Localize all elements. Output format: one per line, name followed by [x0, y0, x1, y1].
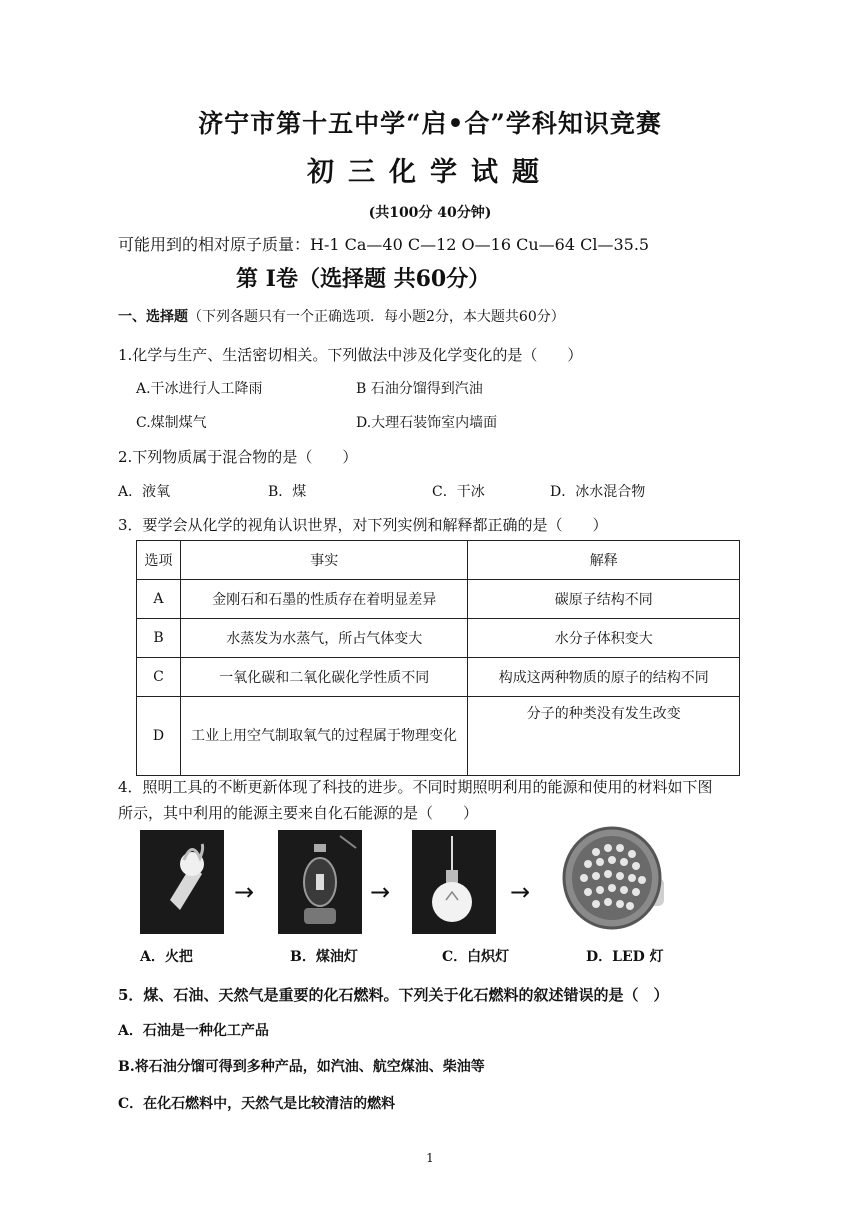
header-cell: 选项 — [137, 541, 181, 580]
table-cell: 水分子体积变大 — [468, 619, 740, 658]
arrow-1: → — [234, 878, 255, 906]
table-header-row — [137, 541, 740, 580]
q4-caption-d: D．LED 灯 — [586, 949, 664, 965]
q1-option-b: B 石油分馏得到汽油 — [356, 381, 483, 397]
arrow-2: → — [370, 878, 391, 906]
q3-stem: 3．要学会从化学的视角认识世界，对下列实例和解释都正确的是（ ） — [118, 516, 608, 534]
arrow-3: → — [510, 878, 531, 906]
q2-option-c: C．干冰 — [432, 484, 485, 500]
q4-stem-line2: 所示，其中利用的能源主要来自化石能源的是（ ） — [118, 804, 479, 822]
q1-stem: 1.化学与生产、生活密切相关。下列做法中涉及化学变化的是（ ） — [118, 346, 583, 364]
table-cell: 构成这两种物质的原子的结构不同 — [468, 658, 740, 697]
incandescent-bulb-image — [412, 830, 496, 934]
q5-option-a: A．石油是一种化工产品 — [118, 1023, 269, 1039]
q5-option-b: B.将石油分馏可得到多种产品，如汽油、航空煤油、柴油等 — [118, 1059, 485, 1075]
header-cell: 事实 — [180, 541, 468, 580]
exam-meta: (共100分 40分钟) — [368, 205, 492, 221]
table-row — [137, 697, 740, 776]
q5-option-c: C．在化石燃料中，天然气是比较清洁的燃料 — [118, 1096, 396, 1112]
q4-caption-b: B．煤油灯 — [290, 949, 358, 965]
torch-image — [140, 830, 224, 934]
table-cell: 金刚石和石墨的性质存在着明显差异 — [180, 580, 468, 619]
table-cell: 碳原子结构不同 — [468, 580, 740, 619]
section-heading — [118, 306, 565, 326]
section-label: 一、选择题 — [118, 309, 188, 325]
page-number: 1 — [426, 1151, 434, 1165]
q1-option-a: A.干冰进行人工降雨 — [136, 381, 263, 397]
q2-option-b: B．煤 — [268, 484, 307, 500]
table-cell: B — [137, 619, 181, 658]
q4-caption-c: C．白炽灯 — [442, 949, 510, 965]
volume-title: 第 I卷（选择题 共60分） — [236, 266, 491, 292]
q2-stem: 2.下列物质属于混合物的是（ ） — [118, 448, 358, 466]
led-lamp-image — [556, 822, 674, 936]
table-cell: 一氧化碳和二氧化碳化学性质不同 — [180, 658, 468, 697]
header-cell: 解释 — [468, 541, 740, 580]
table-row — [137, 619, 740, 658]
q2-option-d: D．冰水混合物 — [550, 484, 646, 500]
table-row — [137, 580, 740, 619]
table-cell: A — [137, 580, 181, 619]
table-cell: 分子的种类没有发生改变 — [468, 697, 740, 776]
kerosene-lamp-image — [278, 830, 362, 934]
q2-option-a: A．液氧 — [118, 484, 171, 500]
atomic-masses: 可能用到的相对原子质量：H-1 Ca—40 C—12 O—16 Cu—64 Cl—35.5 — [118, 235, 650, 254]
exam-title: 初三化学试题 — [307, 157, 553, 188]
table-cell: 水蒸发为水蒸气，所占气体变大 — [180, 619, 468, 658]
section-note: （下列各题只有一个正确选项．每小题2分，本大题共60分） — [188, 309, 565, 325]
table-cell: D — [137, 697, 181, 776]
q1-option-d: D.大理石装饰室内墙面 — [356, 415, 498, 431]
school-title: 济宁市第十五中学“启•合”学科知识竞赛 — [198, 109, 662, 138]
q3-table — [136, 540, 740, 776]
q4-stem-line1: 4．照明工具的不断更新体现了科技的进步。不同时期照明利用的能源和使用的材料如下图 — [118, 778, 713, 796]
q1-option-c: C.煤制煤气 — [136, 415, 207, 431]
q4-caption-a: A．火把 — [140, 949, 193, 965]
q5-stem: 5．煤、石油、天然气是重要的化石燃料。下列关于化石燃料的叙述错误的是（ ） — [118, 986, 669, 1004]
table-cell: 工业上用空气制取氧气的过程属于物理变化 — [180, 697, 468, 776]
table-row — [137, 658, 740, 697]
table-cell: C — [137, 658, 181, 697]
